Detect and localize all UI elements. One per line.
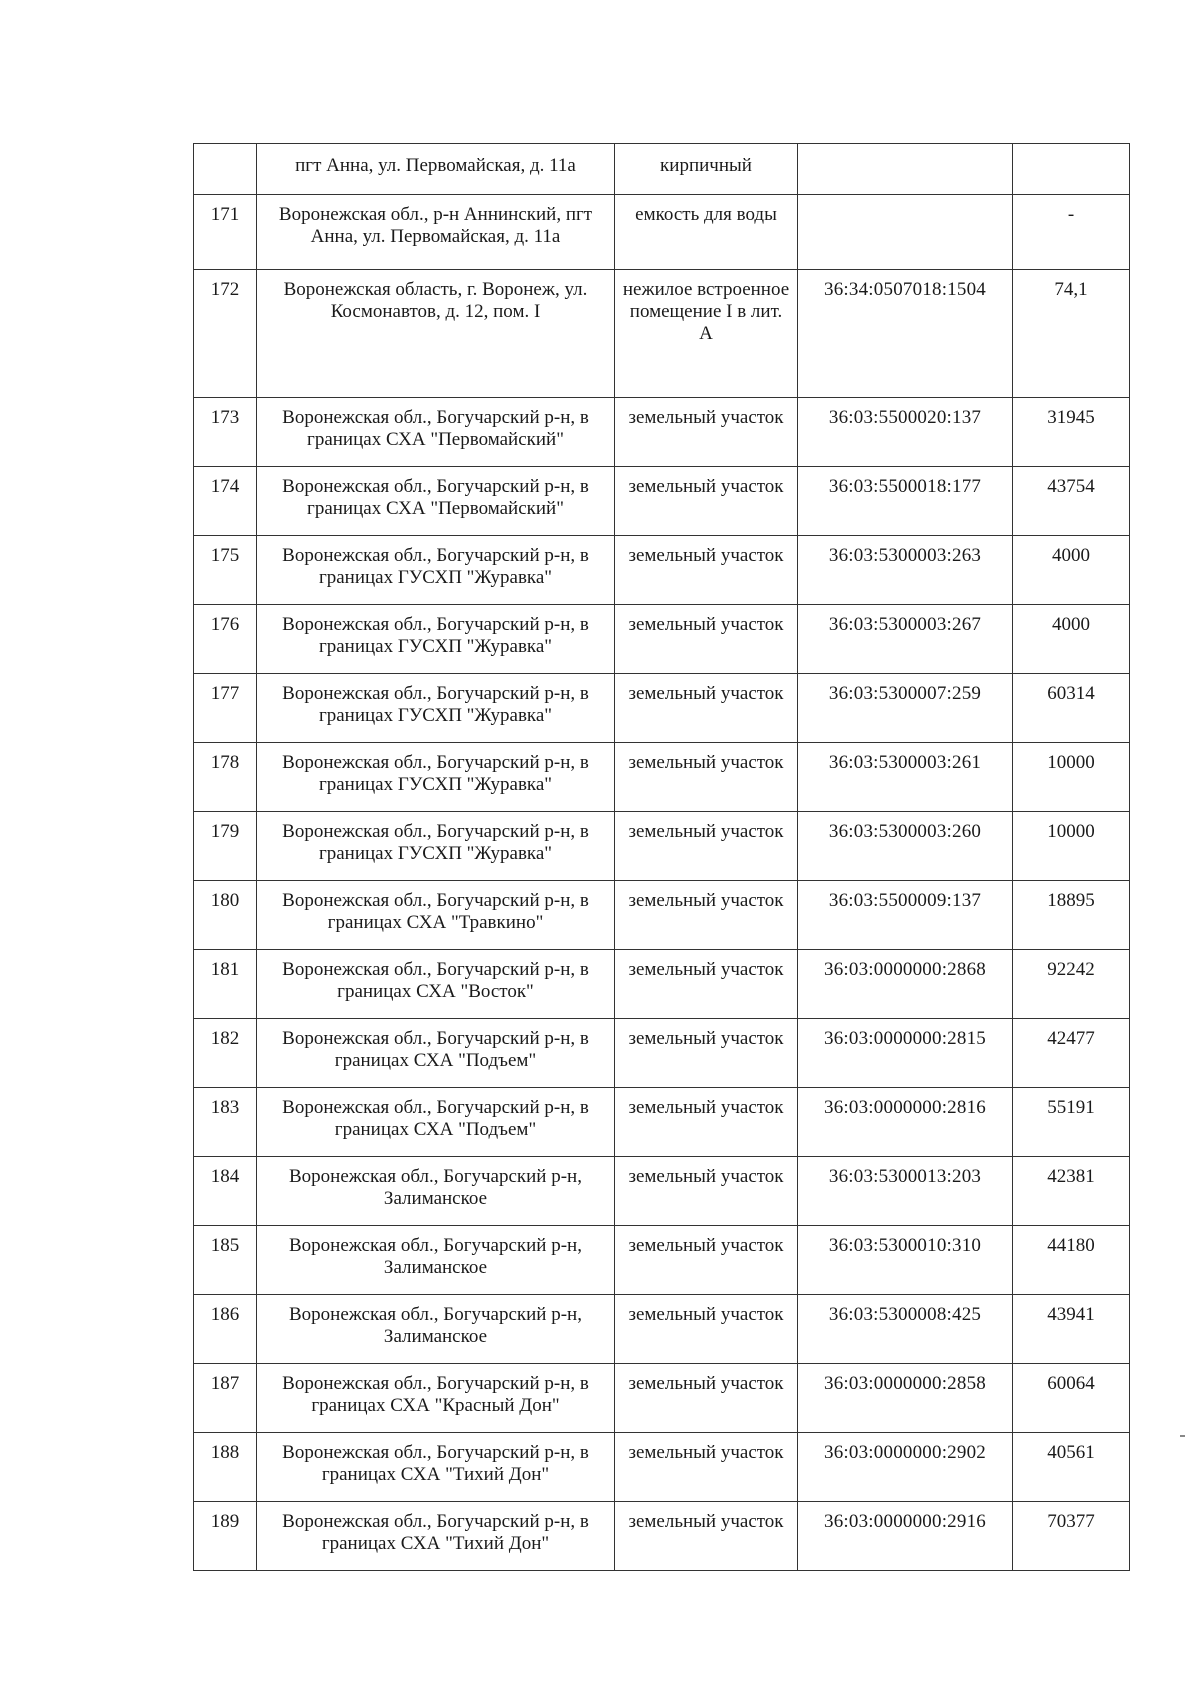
address-cell: Воронежская обл., Богучарский р-н, в границах ГУСХП "Журавка" xyxy=(257,674,615,743)
table-row xyxy=(194,398,1130,467)
area-cell: 60314 xyxy=(1013,674,1130,743)
area-cell: 42477 xyxy=(1013,1019,1130,1088)
row-number-cell: 183 xyxy=(194,1088,257,1157)
object-type-cell: земельный участок xyxy=(615,881,798,950)
address-cell: Воронежская обл., Богучарский р-н, в границах ГУСХП "Журавка" xyxy=(257,743,615,812)
address-cell: пгт Анна, ул. Первомайская, д. 11а xyxy=(257,144,615,195)
table-row xyxy=(194,270,1130,398)
object-type-cell: земельный участок xyxy=(615,743,798,812)
row-number-cell xyxy=(194,144,257,195)
object-type-cell: земельный участок xyxy=(615,1019,798,1088)
cadastral-number-cell: 36:03:0000000:2916 xyxy=(798,1502,1013,1571)
row-number-cell: 171 xyxy=(194,195,257,270)
object-type-cell: емкость для воды xyxy=(615,195,798,270)
table-row xyxy=(194,605,1130,674)
cadastral-number-cell xyxy=(798,144,1013,195)
address-cell: Воронежская обл., Богучарский р-н, Залиманское xyxy=(257,1226,615,1295)
row-number-cell: 178 xyxy=(194,743,257,812)
cadastral-number-cell: 36:03:0000000:2816 xyxy=(798,1088,1013,1157)
table-row xyxy=(194,1295,1130,1364)
cadastral-number-cell: 36:03:5300013:203 xyxy=(798,1157,1013,1226)
area-cell: 43754 xyxy=(1013,467,1130,536)
property-registry-table xyxy=(193,143,1130,1571)
cadastral-number-cell: 36:03:5500009:137 xyxy=(798,881,1013,950)
area-cell: 10000 xyxy=(1013,812,1130,881)
cadastral-number-cell: 36:03:5300003:260 xyxy=(798,812,1013,881)
address-cell: Воронежская обл., Богучарский р-н, в границах СХА "Подъем" xyxy=(257,1088,615,1157)
area-cell: 92242 xyxy=(1013,950,1130,1019)
row-number-cell: 187 xyxy=(194,1364,257,1433)
object-type-cell: земельный участок xyxy=(615,605,798,674)
area-cell xyxy=(1013,144,1130,195)
row-number-cell: 182 xyxy=(194,1019,257,1088)
address-cell: Воронежская обл., Богучарский р-н, в границах СХА "Травкино" xyxy=(257,881,615,950)
table-row xyxy=(194,881,1130,950)
table-row xyxy=(194,1088,1130,1157)
table-row xyxy=(194,1502,1130,1571)
address-cell: Воронежская область, г. Воронеж, ул. Космонавтов, д. 12, пом. I xyxy=(257,270,615,398)
table-row xyxy=(194,1226,1130,1295)
row-number-cell: 177 xyxy=(194,674,257,743)
row-number-cell: 189 xyxy=(194,1502,257,1571)
address-cell: Воронежская обл., Богучарский р-н, в границах СХА "Тихий Дон" xyxy=(257,1433,615,1502)
cadastral-number-cell: 36:03:0000000:2815 xyxy=(798,1019,1013,1088)
area-cell: 42381 xyxy=(1013,1157,1130,1226)
area-cell: 4000 xyxy=(1013,536,1130,605)
object-type-cell: земельный участок xyxy=(615,1157,798,1226)
row-number-cell: 184 xyxy=(194,1157,257,1226)
cadastral-number-cell: 36:03:0000000:2858 xyxy=(798,1364,1013,1433)
cadastral-number-cell: 36:03:0000000:2902 xyxy=(798,1433,1013,1502)
table-row xyxy=(194,812,1130,881)
address-cell: Воронежская обл., Богучарский р-н, в границах ГУСХП "Журавка" xyxy=(257,605,615,674)
object-type-cell: земельный участок xyxy=(615,674,798,743)
object-type-cell: земельный участок xyxy=(615,950,798,1019)
object-type-cell: земельный участок xyxy=(615,398,798,467)
row-number-cell: 185 xyxy=(194,1226,257,1295)
cadastral-number-cell xyxy=(798,195,1013,270)
table-row xyxy=(194,674,1130,743)
table-row xyxy=(194,1157,1130,1226)
area-cell: 31945 xyxy=(1013,398,1130,467)
object-type-cell: земельный участок xyxy=(615,812,798,881)
row-number-cell: 179 xyxy=(194,812,257,881)
area-cell: - xyxy=(1013,195,1130,270)
object-type-cell: земельный участок xyxy=(615,1088,798,1157)
cadastral-number-cell: 36:03:5300007:259 xyxy=(798,674,1013,743)
row-number-cell: 174 xyxy=(194,467,257,536)
object-type-cell: нежилое встроенное помещение I в лит. А xyxy=(615,270,798,398)
address-cell: Воронежская обл., Богучарский р-н, в границах СХА "Восток" xyxy=(257,950,615,1019)
object-type-cell: земельный участок xyxy=(615,467,798,536)
row-number-cell: 188 xyxy=(194,1433,257,1502)
cadastral-number-cell: 36:03:5500020:137 xyxy=(798,398,1013,467)
cadastral-number-cell: 36:34:0507018:1504 xyxy=(798,270,1013,398)
table-row xyxy=(194,1433,1130,1502)
row-number-cell: 180 xyxy=(194,881,257,950)
cadastral-number-cell: 36:03:5300003:261 xyxy=(798,743,1013,812)
address-cell: Воронежская обл., Богучарский р-н, в границах СХА "Тихий Дон" xyxy=(257,1502,615,1571)
cadastral-number-cell: 36:03:5300003:267 xyxy=(798,605,1013,674)
row-number-cell: 173 xyxy=(194,398,257,467)
area-cell: 18895 xyxy=(1013,881,1130,950)
row-number-cell: 176 xyxy=(194,605,257,674)
cadastral-number-cell: 36:03:5500018:177 xyxy=(798,467,1013,536)
row-number-cell: 172 xyxy=(194,270,257,398)
object-type-cell: земельный участок xyxy=(615,536,798,605)
object-type-cell: земельный участок xyxy=(615,1295,798,1364)
table-row xyxy=(194,536,1130,605)
cadastral-number-cell: 36:03:5300010:310 xyxy=(798,1226,1013,1295)
object-type-cell: земельный участок xyxy=(615,1433,798,1502)
area-cell: 44180 xyxy=(1013,1226,1130,1295)
address-cell: Воронежская обл., р-н Аннинский, пгт Анна, ул. Первомайская, д. 11а xyxy=(257,195,615,270)
row-number-cell: 175 xyxy=(194,536,257,605)
area-cell: 4000 xyxy=(1013,605,1130,674)
address-cell: Воронежская обл., Богучарский р-н, в границах СХА "Красный Дон" xyxy=(257,1364,615,1433)
row-number-cell: 181 xyxy=(194,950,257,1019)
area-cell: 60064 xyxy=(1013,1364,1130,1433)
table-row xyxy=(194,144,1130,195)
address-cell: Воронежская обл., Богучарский р-н, Залиманское xyxy=(257,1157,615,1226)
registry-table-body xyxy=(194,144,1130,1571)
object-type-cell: земельный участок xyxy=(615,1364,798,1433)
address-cell: Воронежская обл., Богучарский р-н, в границах СХА "Первомайский" xyxy=(257,467,615,536)
table-row xyxy=(194,950,1130,1019)
cadastral-number-cell: 36:03:5300008:425 xyxy=(798,1295,1013,1364)
scan-speck xyxy=(1180,1435,1185,1437)
table-row xyxy=(194,1364,1130,1433)
row-number-cell: 186 xyxy=(194,1295,257,1364)
cadastral-number-cell: 36:03:0000000:2868 xyxy=(798,950,1013,1019)
table-row xyxy=(194,743,1130,812)
address-cell: Воронежская обл., Богучарский р-н, в границах СХА "Первомайский" xyxy=(257,398,615,467)
table-row xyxy=(194,467,1130,536)
object-type-cell: земельный участок xyxy=(615,1226,798,1295)
address-cell: Воронежская обл., Богучарский р-н, в границах СХА "Подъем" xyxy=(257,1019,615,1088)
area-cell: 70377 xyxy=(1013,1502,1130,1571)
cadastral-number-cell: 36:03:5300003:263 xyxy=(798,536,1013,605)
address-cell: Воронежская обл., Богучарский р-н, Залиманское xyxy=(257,1295,615,1364)
address-cell: Воронежская обл., Богучарский р-н, в границах ГУСХП "Журавка" xyxy=(257,812,615,881)
table-row xyxy=(194,195,1130,270)
area-cell: 55191 xyxy=(1013,1088,1130,1157)
area-cell: 40561 xyxy=(1013,1433,1130,1502)
area-cell: 43941 xyxy=(1013,1295,1130,1364)
address-cell: Воронежская обл., Богучарский р-н, в границах ГУСХП "Журавка" xyxy=(257,536,615,605)
table-row xyxy=(194,1019,1130,1088)
object-type-cell: земельный участок xyxy=(615,1502,798,1571)
area-cell: 74,1 xyxy=(1013,270,1130,398)
area-cell: 10000 xyxy=(1013,743,1130,812)
object-type-cell: кирпичный xyxy=(615,144,798,195)
